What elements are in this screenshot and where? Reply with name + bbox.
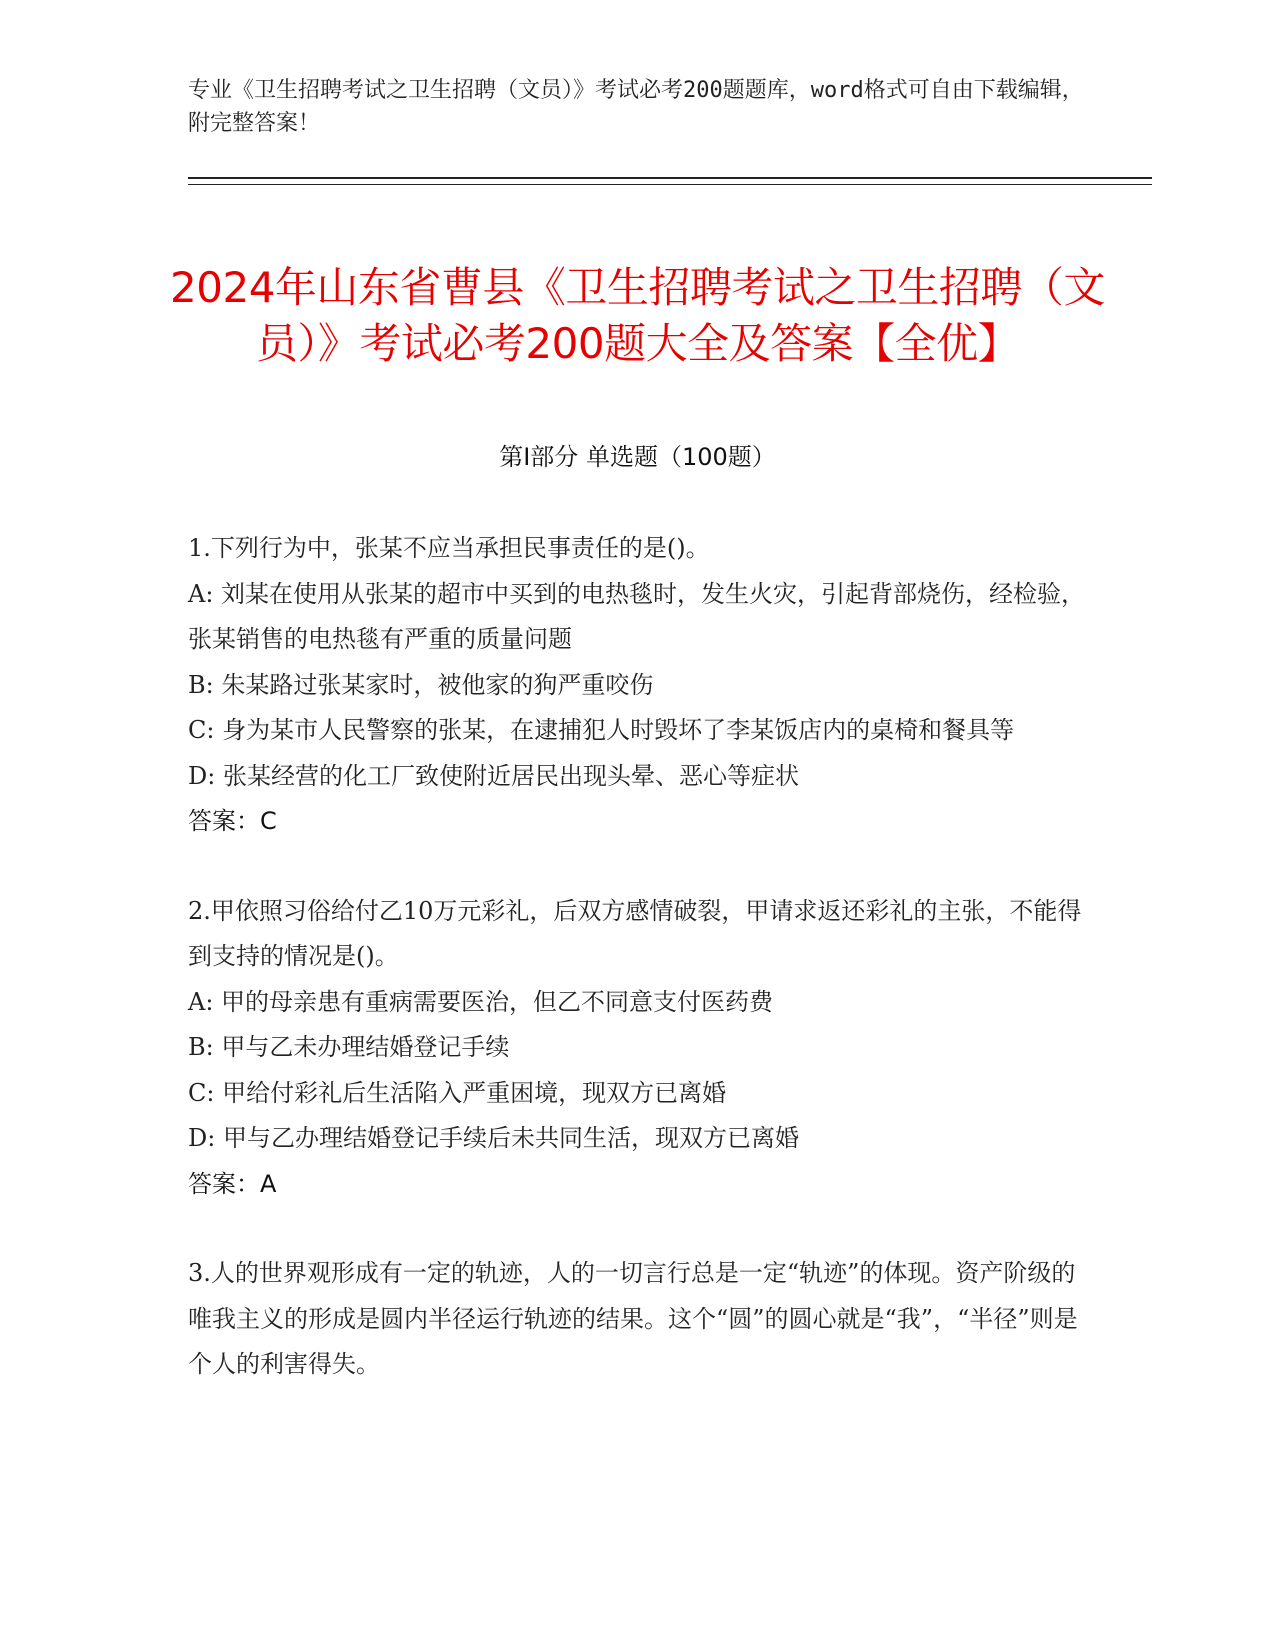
question-2	[188, 889, 1088, 1208]
option-c: C: 身为某市人民警察的张某，在逮捕犯人时毁坏了李某饭店内的桌椅和餐具等	[188, 716, 1015, 744]
question-stem: 1.下列行为中，张某不应当承担民事责任的是()。	[188, 534, 710, 562]
question-list	[188, 526, 1088, 1432]
header-divider-thin	[188, 184, 1152, 185]
option-b: B: 甲与乙未办理结婚登记手续	[188, 1033, 510, 1061]
option-d: D: 甲与乙办理结婚登记手续后未共同生活，现双方已离婚	[188, 1124, 799, 1152]
question-stem: 2.甲依照习俗给付乙10万元彩礼，后双方感情破裂，甲请求返还彩礼的主张，不能得到支持的情况是()。	[188, 896, 1082, 970]
question-stem: 3.人的世界观形成有一定的轨迹，人的一切言行总是一定“轨迹”的体现。资产阶级的唯我主义的形成是圆内半径运行轨迹的结果。这个“圆”的圆心就是“我”，“半径”则是个人的利害得失。	[188, 1259, 1078, 1378]
option-a: A: 甲的母亲患有重病需要医治，但乙不同意支付医药费	[188, 987, 774, 1016]
option-a: A: 刘某在使用从张某的超市中买到的电热毯时，发生火灾，引起背部烧伤，经检验，张某销售的电热毯有严重的质量问题	[188, 579, 1086, 653]
answer-line: 答案：A	[188, 1169, 277, 1198]
option-d: D: 张某经营的化工厂致使附近居民出现头晕、恶心等症状	[188, 761, 799, 790]
answer-line: 答案：C	[188, 807, 277, 835]
document-title: 2024年山东省曹县《卫生招聘考试之卫生招聘（文员）》考试必考200题大全及答案【全优】	[170, 263, 1105, 369]
question-1	[188, 526, 1088, 845]
question-3	[188, 1251, 1088, 1388]
option-b: B: 朱某路过张某家时，被他家的狗严重咬伤	[188, 670, 654, 699]
option-c: C: 甲给付彩礼后生活陷入严重困境，现双方已离婚	[188, 1078, 727, 1107]
header-note: 专业《卫生招聘考试之卫生招聘（文员）》考试必考200题题库，word格式可自由下载编辑，附完整答案！	[188, 78, 1084, 136]
header-divider	[188, 177, 1152, 179]
section-heading: 第I部分 单选题（100题）	[499, 443, 776, 471]
